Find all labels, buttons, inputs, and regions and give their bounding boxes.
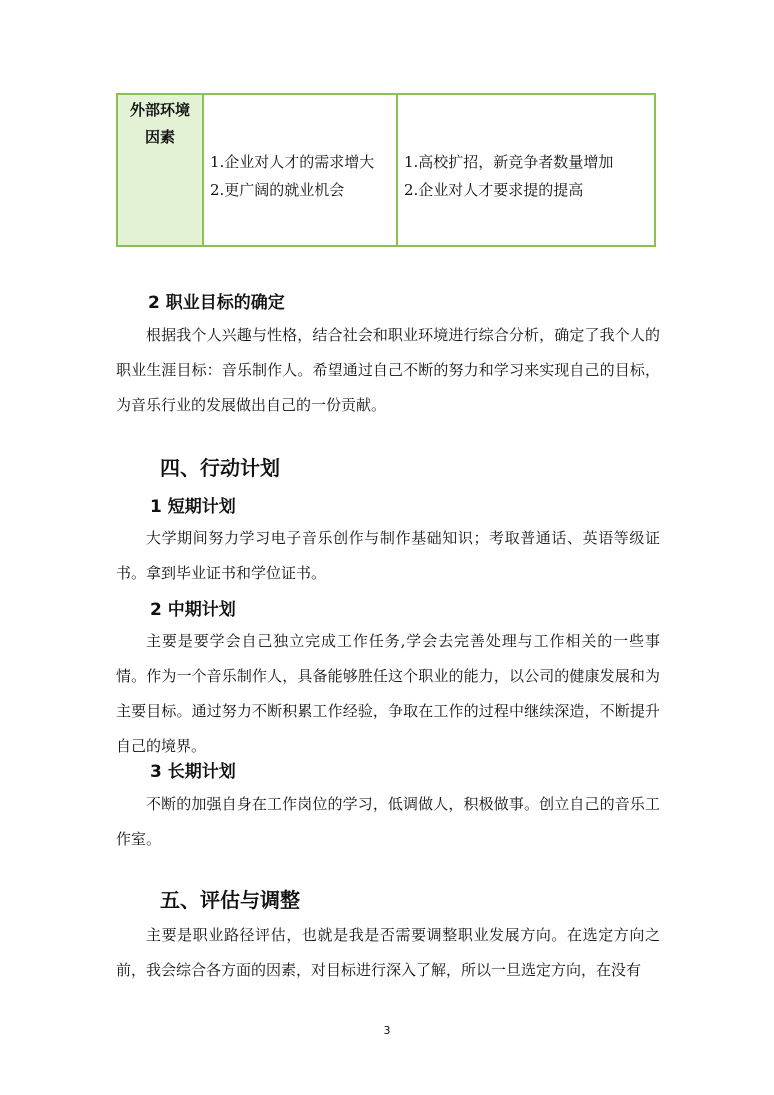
table-label-cell — [117, 94, 203, 246]
external-environment-table — [116, 93, 656, 247]
long-term-heading: 3 长期计划 — [150, 762, 236, 782]
mid-term-heading: 2 中期计划 — [150, 600, 236, 620]
list-item: 2.企业对人才要求提的提高 — [404, 181, 584, 199]
page-number: 3 — [383, 1024, 391, 1037]
mid-term-paragraph: 主要是要学会自己独立完成工作任务,学会去完善处理与工作相关的一些事情。作为一个音乐制作人，具备能够胜任这个职业的能力，以公司的健康发展和为主要目标。通过努力不断积累工作经验，争取在工作的过程中继续深造，不断提升自己的境界。 — [116, 632, 660, 755]
career-goal-paragraph: 根据我个人兴趣与性格，结合社会和职业环境进行综合分析，确定了我个人的职业生涯目标：音乐制作人。希望通过自己不断的努力和学习来实现自己的目标，为音乐行业的发展做出自己的一份贡献。 — [116, 326, 660, 414]
label-line-1: 外部环境 — [129, 101, 190, 119]
label-line-2: 因素 — [144, 128, 175, 146]
list-item: 1.企业对人才的需求增大 — [210, 153, 375, 171]
action-plan-heading: 四、行动计划 — [160, 456, 280, 480]
opportunities-cell — [203, 94, 397, 246]
evaluation-heading: 五、评估与调整 — [160, 888, 300, 912]
threats-cell — [397, 94, 655, 246]
long-term-paragraph: 不断的加强自身在工作岗位的学习，低调做人，积极做事。创立自己的音乐工作室。 — [116, 795, 660, 848]
list-item: 2.更广阔的就业机会 — [210, 181, 345, 199]
short-term-paragraph: 大学期间努力学习电子音乐创作与制作基础知识；考取普通话、英语等级证书。拿到毕业证书和学位证书。 — [116, 529, 660, 582]
list-item: 1.高校扩招，新竞争者数量增加 — [404, 153, 614, 171]
short-term-heading: 1 短期计划 — [150, 497, 236, 517]
evaluation-paragraph: 主要是职业路径评估，也就是我是否需要调整职业发展方向。在选定方向之前，我会综合各方面的因素，对目标进行深入了解，所以一旦选定方向，在没有 — [116, 926, 660, 979]
career-goal-heading: 2 职业目标的确定 — [148, 293, 285, 313]
